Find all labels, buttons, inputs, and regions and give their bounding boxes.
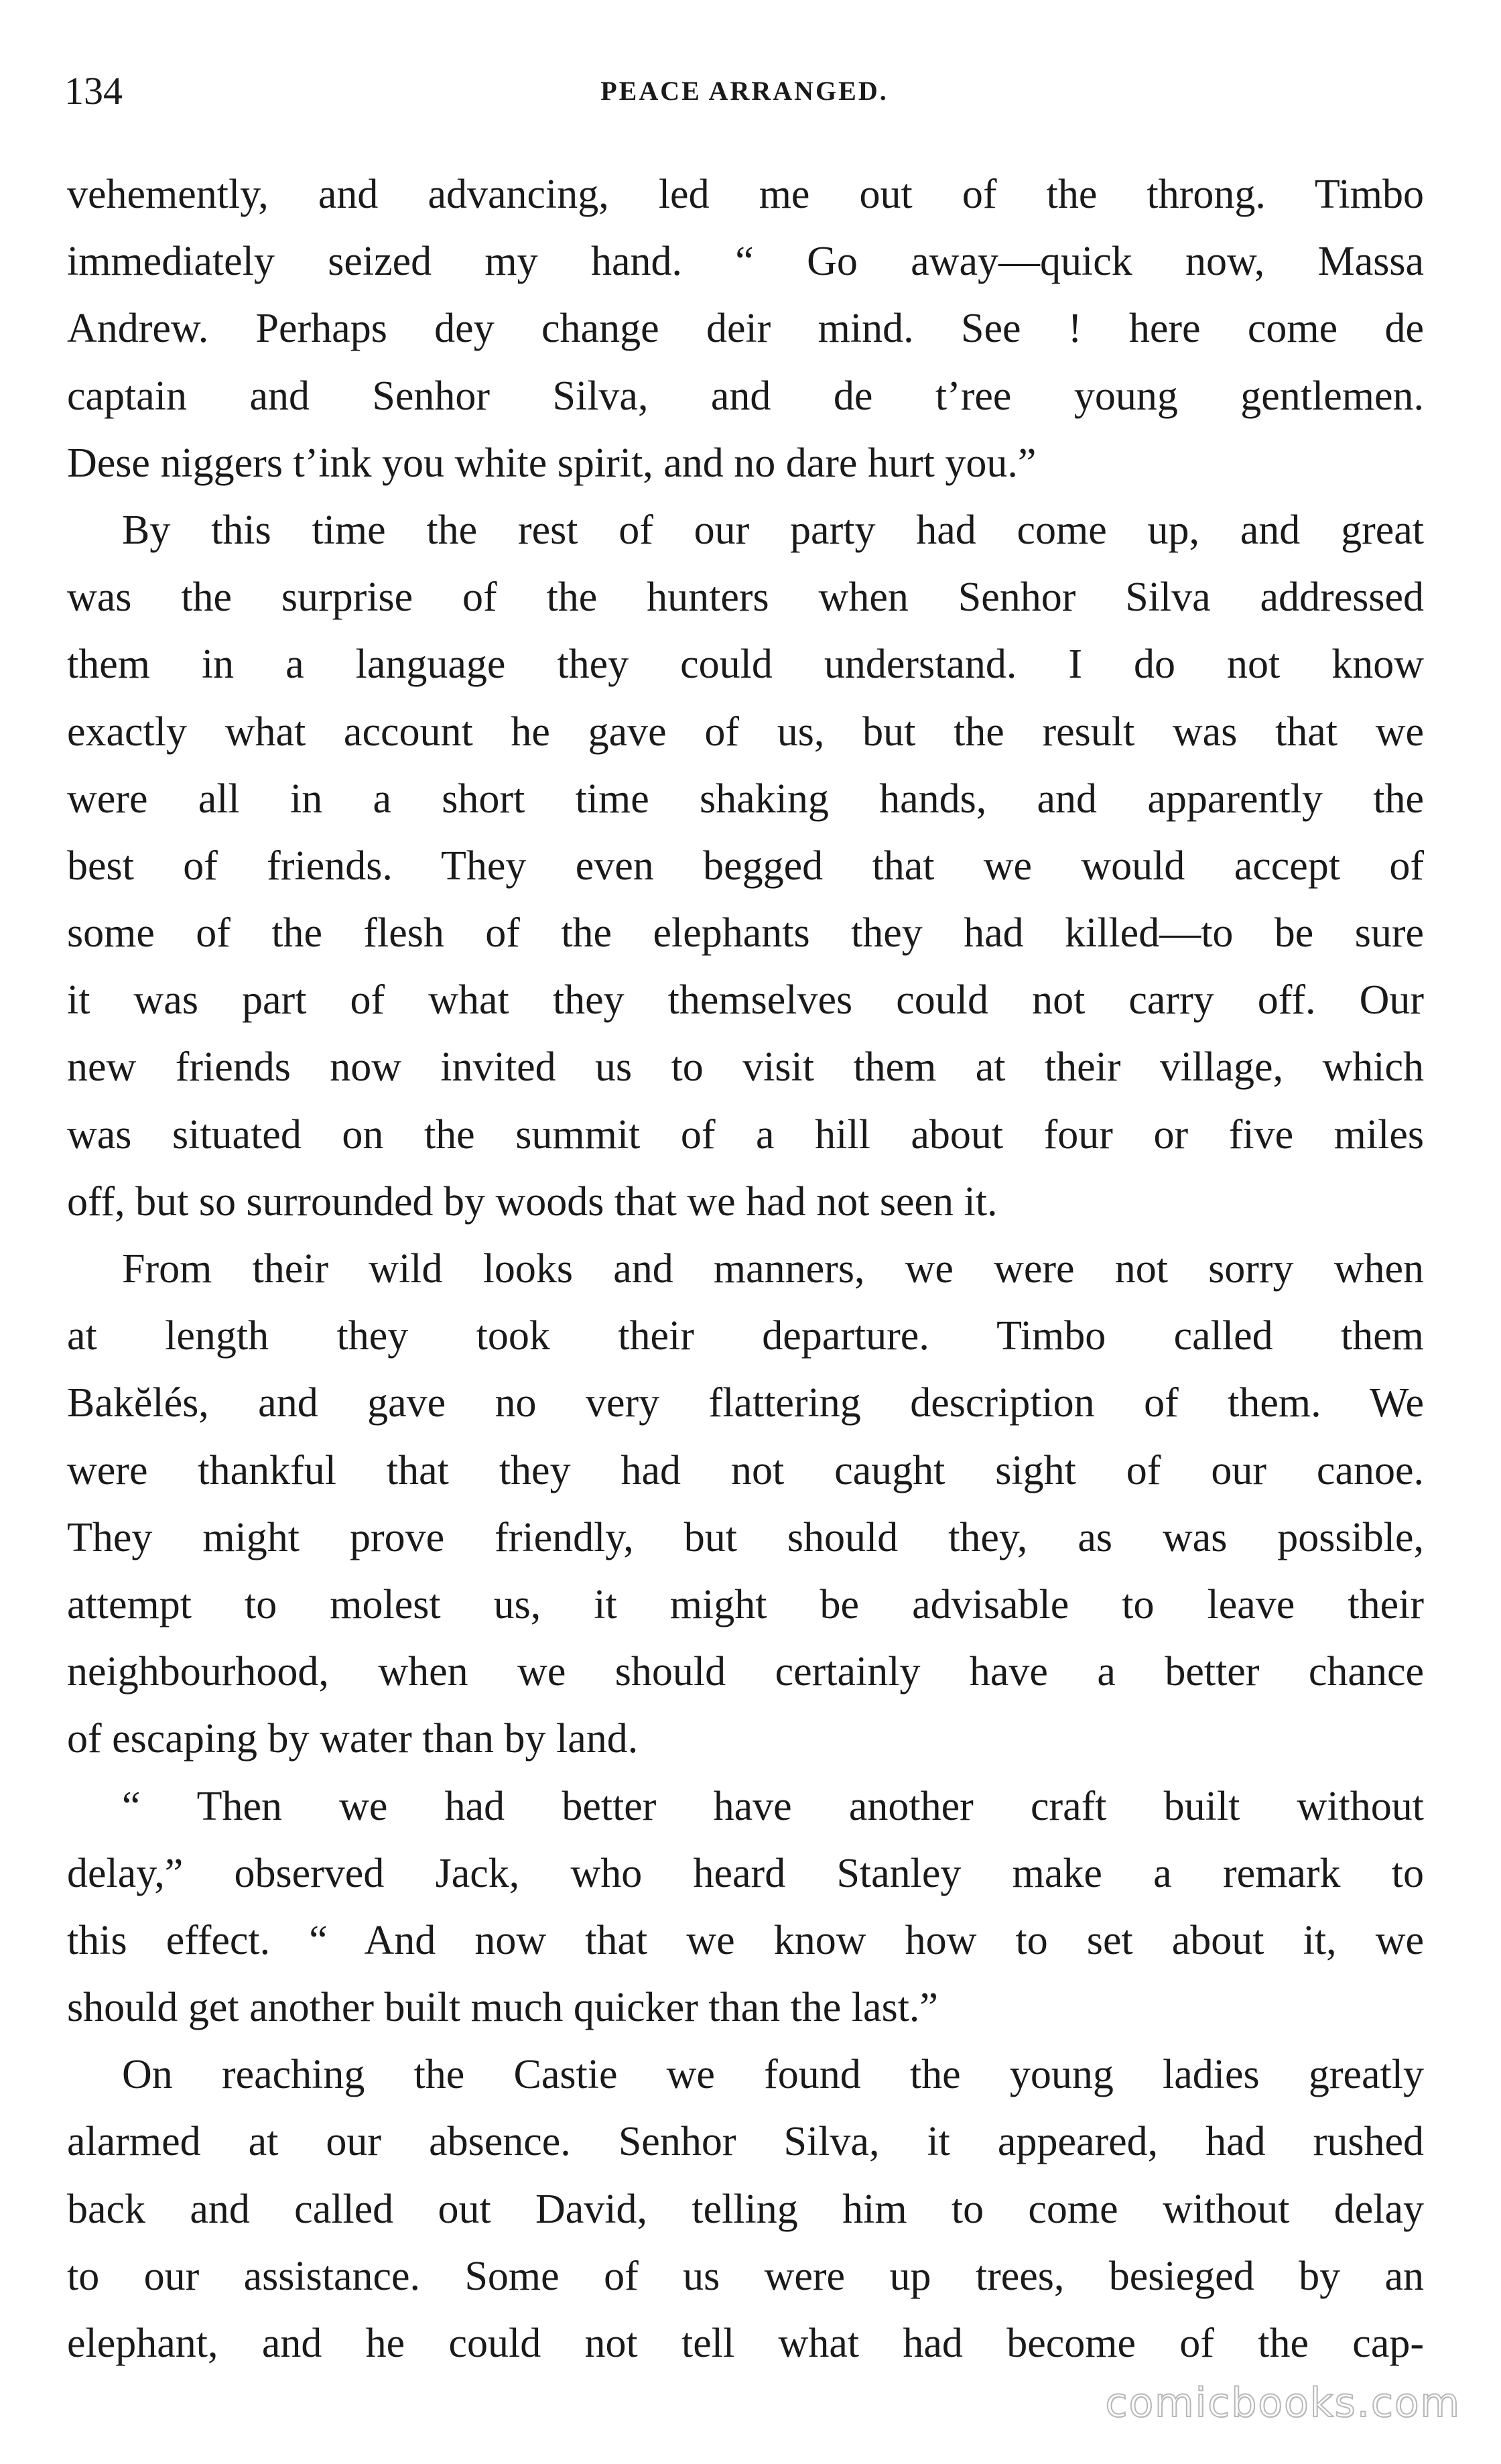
text-line: delay,” observed Jack, who heard Stanley make a remark to bbox=[67, 1850, 1424, 1896]
text-line: They might prove friendly, but should they, as was possible, bbox=[67, 1514, 1424, 1560]
text-line: were all in a short time shaking hands, and apparently the bbox=[67, 776, 1424, 822]
text-line: this effect. “ And now that we know how to set about it, we bbox=[67, 1917, 1424, 1963]
text-line: immediately seized my hand. “ Go away—quick now, Massa bbox=[67, 239, 1424, 285]
watermark: comicbooks.com bbox=[1105, 2380, 1461, 2426]
text-line: From their wild looks and manners, we were not sorry when bbox=[122, 1246, 1424, 1292]
text-line: Bakĕlés, and gave no very flattering description of them. We bbox=[67, 1380, 1424, 1426]
text-line: of escaping by water than by land. bbox=[67, 1716, 639, 1762]
text-line: off, but so surrounded by woods that we had not seen it. bbox=[67, 1178, 998, 1225]
text-line: captain and Senhor Silva, and de t’ree young gentlemen. bbox=[67, 373, 1424, 419]
text-line: attempt to molest us, it might be advisable to leave their bbox=[67, 1581, 1424, 1627]
text-line: was the surprise of the hunters when Senhor Silva addressed bbox=[67, 574, 1424, 621]
text-line: Andrew. Perhaps dey change deir mind. See ! here come de bbox=[67, 306, 1424, 352]
text-line: alarmed at our absence. Senhor Silva, it appeared, had rushed bbox=[67, 2119, 1424, 2165]
text-line: neighbourhood, when we should certainly have a better chance bbox=[67, 1649, 1424, 1695]
text-line: By this time the rest of our party had come up, and great bbox=[122, 507, 1424, 553]
text-line: On reaching the Castie we found the young ladies greatly bbox=[122, 2052, 1424, 2098]
text-line: elephant, and he could not tell what had become of the cap- bbox=[67, 2321, 1424, 2366]
text-line: were thankful that they had not caught sight of our canoe. bbox=[67, 1447, 1424, 1493]
text-line: some of the flesh of the elephants they had killed—to be sure bbox=[67, 910, 1424, 957]
text-line: was situated on the summit of a hill about four or five miles bbox=[67, 1111, 1424, 1158]
text-line: vehemently, and advancing, led me out of the throng. Timbo bbox=[67, 172, 1424, 217]
text-line: best of friends. They even begged that we would accept of bbox=[67, 843, 1424, 889]
text-line: new friends now invited us to visit them at their village, which bbox=[67, 1044, 1424, 1091]
text-line: to our assistance. Some of us were up trees, besieged by an bbox=[67, 2253, 1424, 2299]
text-line: back and called out David, telling him to come without delay bbox=[67, 2186, 1424, 2232]
page-header bbox=[64, 64, 1425, 118]
text-line: Dese niggers t’ink you white spirit, and no dare hurt you.” bbox=[67, 440, 1037, 486]
text-line: should get another built much quicker than the last.” bbox=[67, 1985, 938, 2031]
text-line: them in a language they could understand. I do not know bbox=[67, 641, 1424, 688]
page-number: 134 bbox=[64, 69, 123, 113]
text-line: at length they took their departure. Timbo called them bbox=[67, 1313, 1424, 1359]
text-line: “ Then we had better have another craft built without bbox=[122, 1783, 1424, 1829]
running-title: PEACE ARRANGED. bbox=[600, 76, 889, 106]
text-line: it was part of what they themselves could not carry off. Our bbox=[67, 977, 1424, 1024]
body-text bbox=[67, 161, 1424, 2377]
text-line: exactly what account he gave of us, but the result was that we bbox=[67, 709, 1424, 755]
